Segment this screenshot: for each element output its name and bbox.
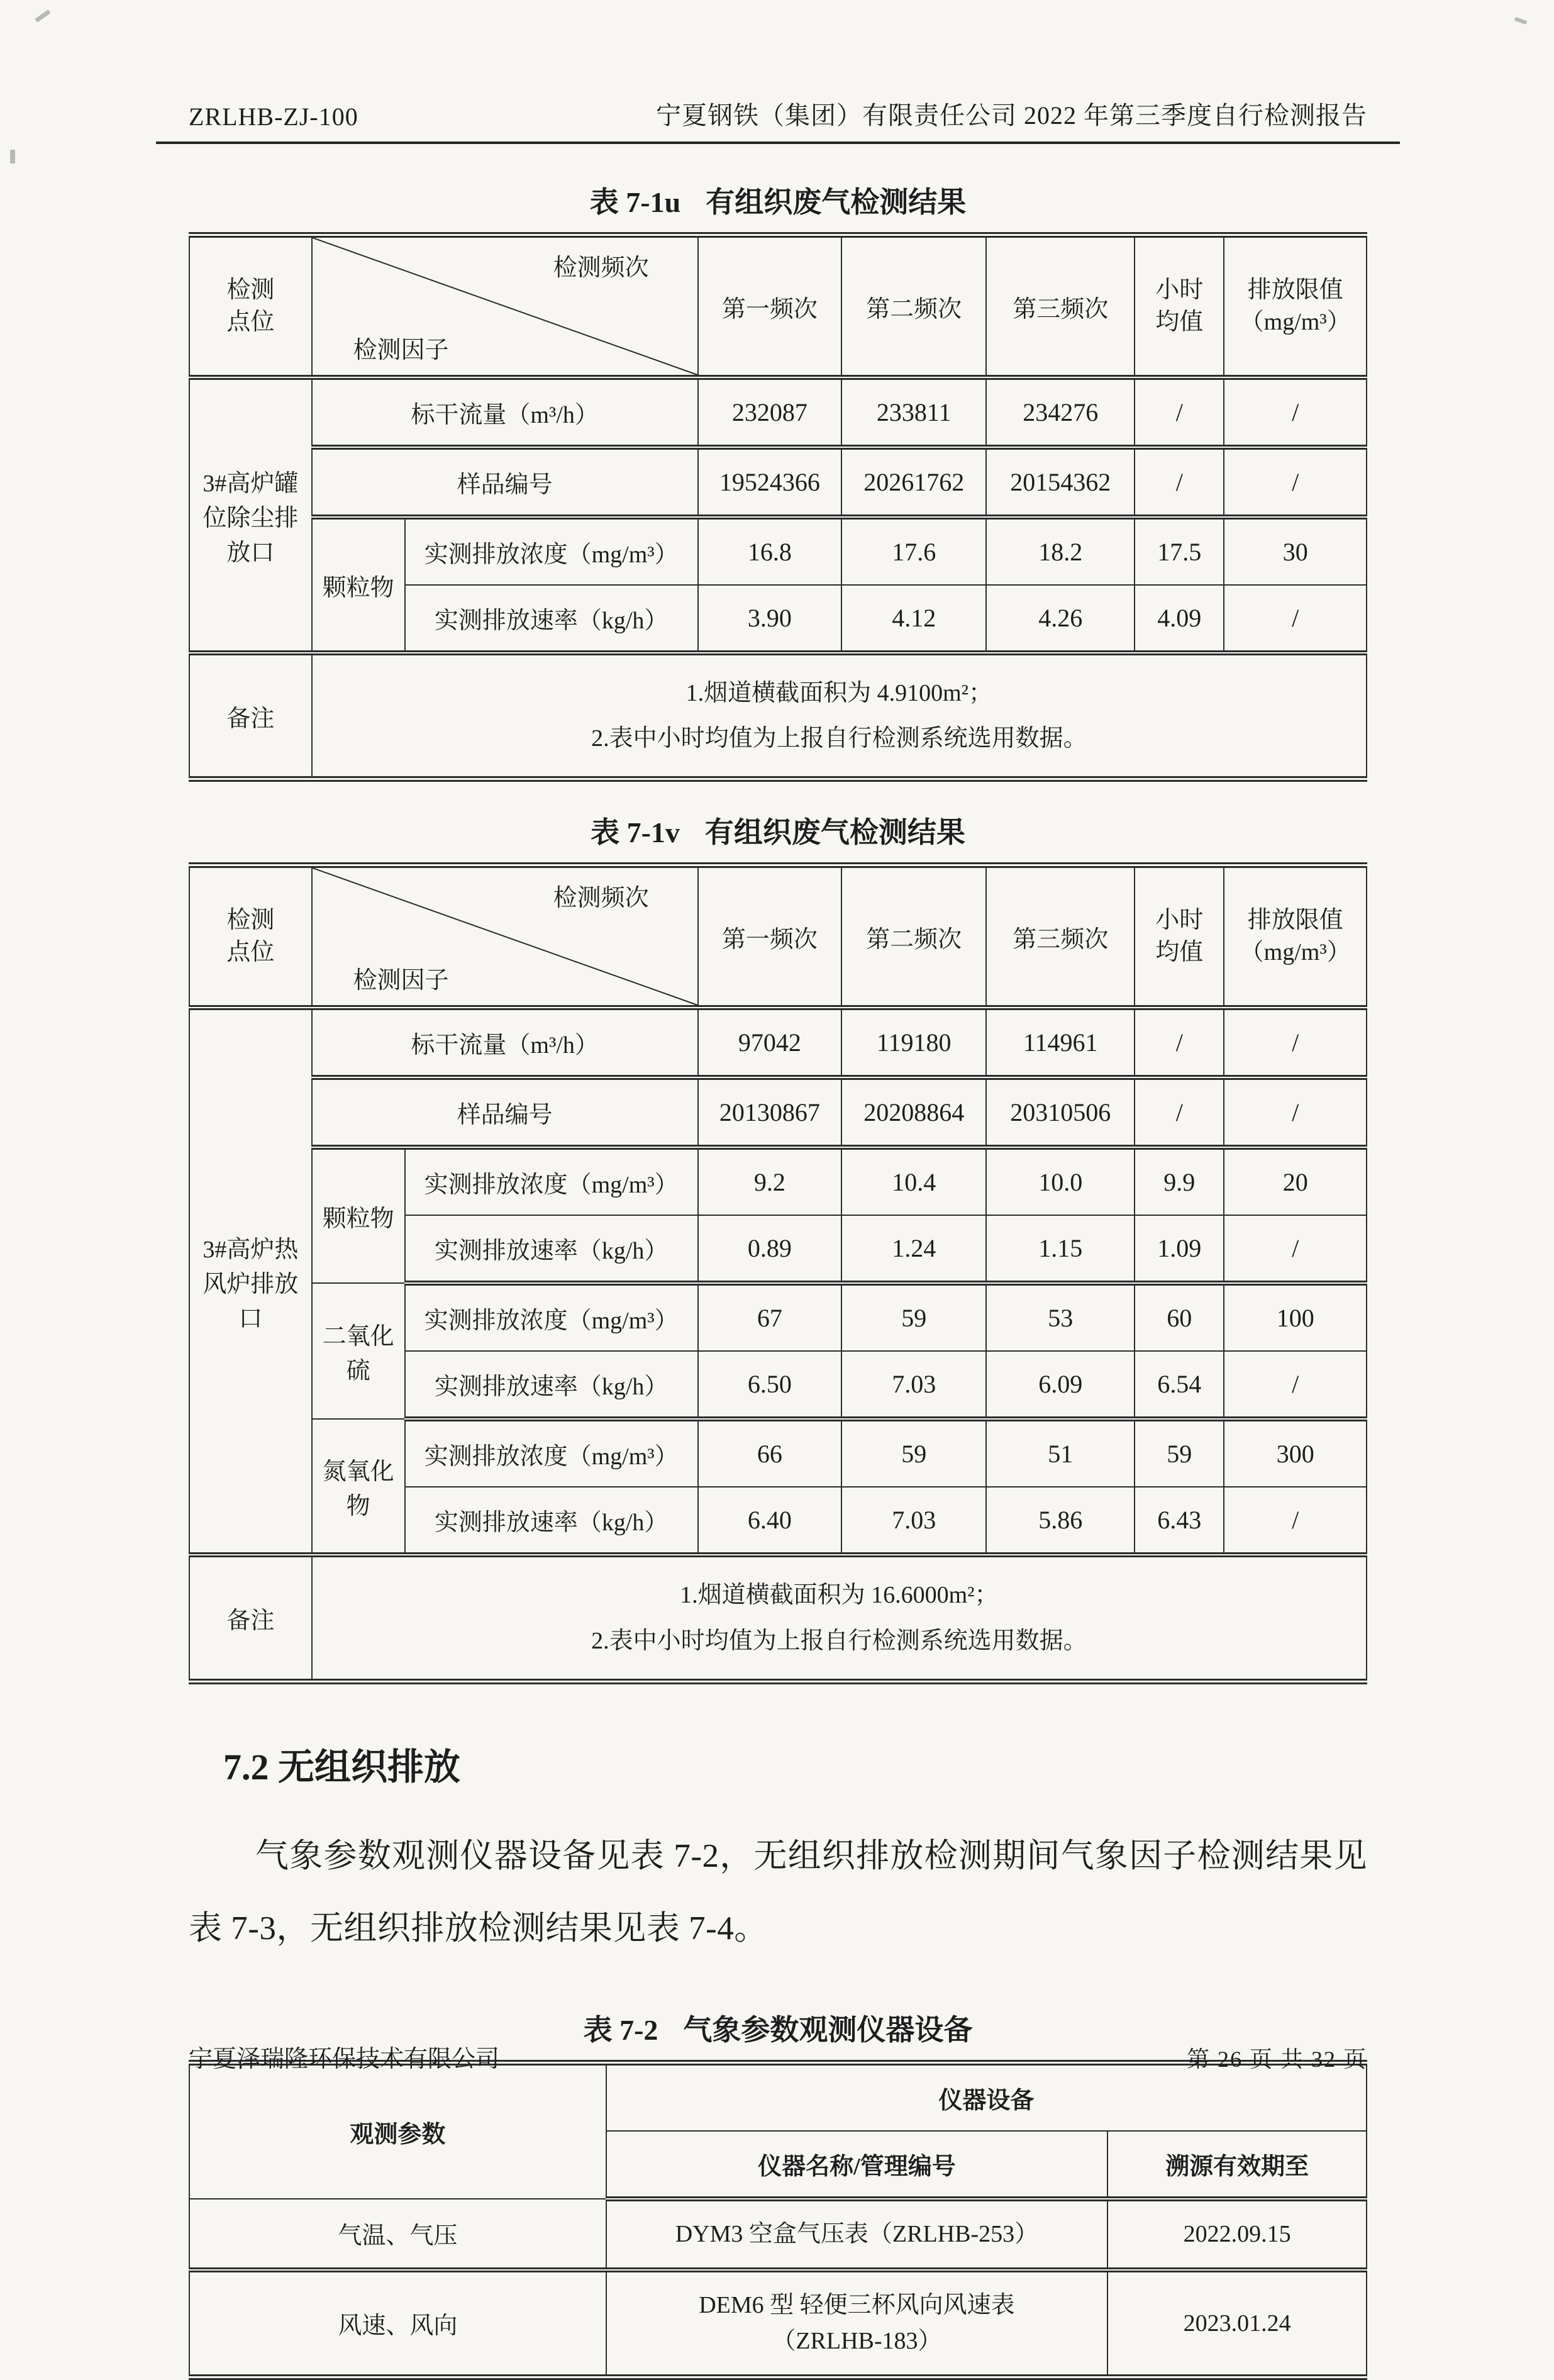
header-line: 均值 <box>1155 939 1204 966</box>
pollutant-name-cell: 氮氧化物 <box>312 1419 405 1555</box>
hour-avg-cell: 1.09 <box>1135 1215 1224 1283</box>
value-cell: 1.15 <box>986 1215 1135 1283</box>
value-cell: 9.2 <box>698 1147 841 1215</box>
pm-conc-row <box>189 517 1367 585</box>
value-cell: 19524366 <box>698 447 841 517</box>
value-cell: 234276 <box>986 377 1135 447</box>
value-cell: 20261762 <box>841 447 986 517</box>
header-cell-limit <box>1224 235 1367 378</box>
header-line: 检测 <box>226 907 275 934</box>
pm-conc-row <box>189 1147 1367 1215</box>
header-cell-hour-avg <box>1135 865 1224 1008</box>
header-line: （mg/m³） <box>1240 939 1351 966</box>
header-row <box>189 865 1367 1008</box>
date-cell: 2023.01.24 <box>1107 2270 1367 2377</box>
value-cell: 66 <box>698 1419 841 1487</box>
note-cell <box>312 1555 1367 1681</box>
value-cell: 59 <box>841 1419 986 1487</box>
limit-cell: / <box>1224 1215 1367 1283</box>
header-cell-f1: 第一频次 <box>698 235 841 378</box>
value-cell: 20130867 <box>698 1077 841 1147</box>
header-line: 点位 <box>226 309 275 335</box>
caption-title: 有组织废气检测结果 <box>706 186 967 218</box>
doc-code: ZRLHB-ZJ-100 <box>189 103 358 131</box>
header-cell-f2: 第二频次 <box>841 235 986 378</box>
body-paragraph: 气象参数观测仪器设备见表 7-2，无组织排放检测期间气象因子检测结果见表 7-3，无组织排放检测结果见表 7-4。 <box>189 1837 1367 1947</box>
section-heading: 7.2 无组织排放 <box>223 1746 461 1788</box>
factor-label-cell: 标干流量（m³/h） <box>312 377 698 447</box>
limit-cell: / <box>1224 447 1367 517</box>
hour-avg-cell: 6.54 <box>1135 1351 1224 1419</box>
footer-company: 宁夏泽瑞隆环保技术有限公司 <box>189 2046 500 2072</box>
value-cell: 0.89 <box>698 1215 841 1283</box>
caption-number: 表 7-1v <box>591 816 680 849</box>
header-freq-label: 检测频次 <box>553 885 649 912</box>
pollutant-name-cell: 颗粒物 <box>312 517 405 653</box>
table-row <box>189 2270 1367 2377</box>
value-cell: 3.90 <box>698 585 841 653</box>
note-cell <box>312 653 1367 779</box>
value-cell: 20154362 <box>986 447 1135 517</box>
value-cell: 16.8 <box>698 517 841 585</box>
nox-conc-row <box>189 1419 1367 1487</box>
diagonal-header-cell <box>312 865 698 1008</box>
table-7-1v-caption <box>189 809 1367 851</box>
header-line: 小时 <box>1155 276 1204 303</box>
pollutant-name-cell: 颗粒物 <box>312 1147 405 1283</box>
caption-number: 表 7-2 <box>583 2013 658 2046</box>
value-cell: 67 <box>698 1283 841 1351</box>
value-cell: 17.6 <box>841 517 986 585</box>
hour-avg-cell: / <box>1135 1077 1224 1147</box>
limit-cell: 20 <box>1224 1147 1367 1215</box>
factor-label-cell: 实测排放浓度（mg/m³） <box>405 517 698 585</box>
table-7-1v <box>189 862 1367 1684</box>
header-cell-f3: 第三频次 <box>986 235 1135 378</box>
report-title: 宁夏钢铁（集团）有限责任公司 2022 年第三季度自行检测报告 <box>656 101 1367 130</box>
hour-avg-cell: / <box>1135 1008 1224 1077</box>
instrument-line-1: DEM6 型 轻便三杯风向风速表 <box>699 2291 1015 2318</box>
sample-row <box>189 1077 1367 1147</box>
value-cell: 4.26 <box>986 585 1135 653</box>
header-cell-f1: 第一频次 <box>698 865 841 1008</box>
value-cell: 4.12 <box>841 585 986 653</box>
header-factor-label: 检测因子 <box>353 967 449 994</box>
header-line: 点位 <box>226 939 275 966</box>
hour-avg-cell: 59 <box>1135 1419 1224 1487</box>
header-cell-f2: 第二频次 <box>841 865 986 1008</box>
header-cell-instrument-name: 仪器名称/管理编号 <box>606 2131 1107 2199</box>
point-cell: 3#高炉热风炉排放口 <box>189 1008 312 1555</box>
limit-cell: / <box>1224 1351 1367 1419</box>
param-cell: 气温、气压 <box>189 2199 606 2270</box>
note-line-1: 1.烟道横截面积为 16.6000m²； <box>680 1582 999 1609</box>
value-cell: 20310506 <box>986 1077 1135 1147</box>
value-cell: 51 <box>986 1419 1135 1487</box>
factor-label-cell: 标干流量（m³/h） <box>312 1008 698 1077</box>
value-cell: 59 <box>841 1283 986 1351</box>
hour-avg-cell: 17.5 <box>1135 517 1224 585</box>
header-factor-label: 检测因子 <box>353 337 449 364</box>
header-line: （mg/m³） <box>1240 309 1351 335</box>
header-line: 检测 <box>226 276 275 303</box>
header-rule <box>156 142 1400 144</box>
instrument-cell <box>606 2270 1107 2377</box>
header-cell-trace-date: 溯源有效期至 <box>1107 2131 1367 2199</box>
hour-avg-cell: 6.43 <box>1135 1487 1224 1555</box>
value-cell: 6.09 <box>986 1351 1135 1419</box>
factor-label-cell: 实测排放速率（kg/h） <box>405 1487 698 1555</box>
diagonal-header-cell <box>312 235 698 378</box>
hour-avg-cell: 60 <box>1135 1283 1224 1351</box>
value-cell: 5.86 <box>986 1487 1135 1555</box>
factor-label-cell: 样品编号 <box>312 1077 698 1147</box>
header-cell-limit <box>1224 865 1367 1008</box>
value-cell: 6.40 <box>698 1487 841 1555</box>
value-cell: 7.03 <box>841 1351 986 1419</box>
table-7-1u <box>189 232 1367 782</box>
value-cell: 1.24 <box>841 1215 986 1283</box>
value-cell: 232087 <box>698 377 841 447</box>
header-cell-equip: 仪器设备 <box>606 2062 1367 2131</box>
header-cell-f3: 第三频次 <box>986 865 1135 1008</box>
note-label-cell: 备注 <box>189 653 312 779</box>
hour-avg-cell: 9.9 <box>1135 1147 1224 1215</box>
value-cell: 114961 <box>986 1008 1135 1077</box>
param-cell: 风速、风向 <box>189 2270 606 2377</box>
table-row <box>189 2199 1367 2270</box>
instrument-line-1: DYM3 空盒气压表（ZRLHB-253） <box>675 2220 1039 2247</box>
header-line: 排放限值 <box>1247 276 1343 303</box>
header-cell-hour-avg <box>1135 235 1224 378</box>
instrument-cell <box>606 2199 1107 2270</box>
value-cell: 7.03 <box>841 1487 986 1555</box>
value-cell: 53 <box>986 1283 1135 1351</box>
header-line: 排放限值 <box>1247 907 1343 934</box>
value-cell: 10.4 <box>841 1147 986 1215</box>
note-line-2: 2.表中小时均值为上报自行检测系统选用数据。 <box>591 1627 1087 1654</box>
page-header <box>189 0 1367 131</box>
hour-avg-cell: 4.09 <box>1135 585 1224 653</box>
limit-cell: 30 <box>1224 517 1367 585</box>
scan-artifact <box>10 150 15 164</box>
header-line: 小时 <box>1155 907 1204 934</box>
limit-cell: / <box>1224 585 1367 653</box>
hour-avg-cell: / <box>1135 447 1224 517</box>
instrument-line-2: （ZRLHB-183） <box>772 2327 942 2354</box>
hour-avg-cell: / <box>1135 377 1224 447</box>
factor-label-cell: 实测排放浓度（mg/m³） <box>405 1147 698 1215</box>
limit-cell: 100 <box>1224 1283 1367 1351</box>
flow-row <box>189 1008 1367 1077</box>
value-cell: 119180 <box>841 1008 986 1077</box>
note-label-cell: 备注 <box>189 1555 312 1681</box>
value-cell: 97042 <box>698 1008 841 1077</box>
date-cell: 2022.09.15 <box>1107 2199 1367 2270</box>
flow-row <box>189 377 1367 447</box>
factor-label-cell: 实测排放浓度（mg/m³） <box>405 1419 698 1487</box>
value-cell: 18.2 <box>986 517 1135 585</box>
factor-label-cell: 实测排放速率（kg/h） <box>405 585 698 653</box>
value-cell: 6.50 <box>698 1351 841 1419</box>
point-cell: 3#高炉罐位除尘排放口 <box>189 377 312 653</box>
value-cell: 10.0 <box>986 1147 1135 1215</box>
so2-conc-row <box>189 1283 1367 1351</box>
header-freq-label: 检测频次 <box>553 255 649 281</box>
header-line: 均值 <box>1155 309 1204 335</box>
factor-label-cell: 实测排放速率（kg/h） <box>405 1215 698 1283</box>
value-cell: 233811 <box>841 377 986 447</box>
header-row <box>189 235 1367 378</box>
header-cell-param: 观测参数 <box>189 2062 606 2199</box>
page-footer <box>189 2039 1367 2074</box>
value-cell: 20208864 <box>841 1077 986 1147</box>
note-row <box>189 1555 1367 1681</box>
footer-page-number: 第 26 页 共 32 页 <box>1186 2047 1367 2072</box>
pollutant-name-cell: 二氧化硫 <box>312 1283 405 1419</box>
sample-row <box>189 447 1367 517</box>
note-line-1: 1.烟道横截面积为 4.9100m²； <box>685 680 993 706</box>
note-line-2: 2.表中小时均值为上报自行检测系统选用数据。 <box>591 725 1087 752</box>
limit-cell: 300 <box>1224 1419 1367 1487</box>
table-7-2 <box>189 2060 1367 2380</box>
table-7-1u-caption <box>189 179 1367 221</box>
limit-cell: / <box>1224 1077 1367 1147</box>
limit-cell: / <box>1224 377 1367 447</box>
limit-cell: / <box>1224 1008 1367 1077</box>
header-cell-point <box>189 235 312 378</box>
factor-label-cell: 实测排放浓度（mg/m³） <box>405 1283 698 1351</box>
header-cell-point <box>189 865 312 1008</box>
caption-title: 有组织废气检测结果 <box>704 816 965 849</box>
note-row <box>189 653 1367 779</box>
factor-label-cell: 样品编号 <box>312 447 698 517</box>
caption-title: 气象参数观测仪器设备 <box>683 2013 973 2046</box>
factor-label-cell: 实测排放速率（kg/h） <box>405 1351 698 1419</box>
caption-number: 表 7-1u <box>589 186 681 218</box>
limit-cell: / <box>1224 1487 1367 1555</box>
